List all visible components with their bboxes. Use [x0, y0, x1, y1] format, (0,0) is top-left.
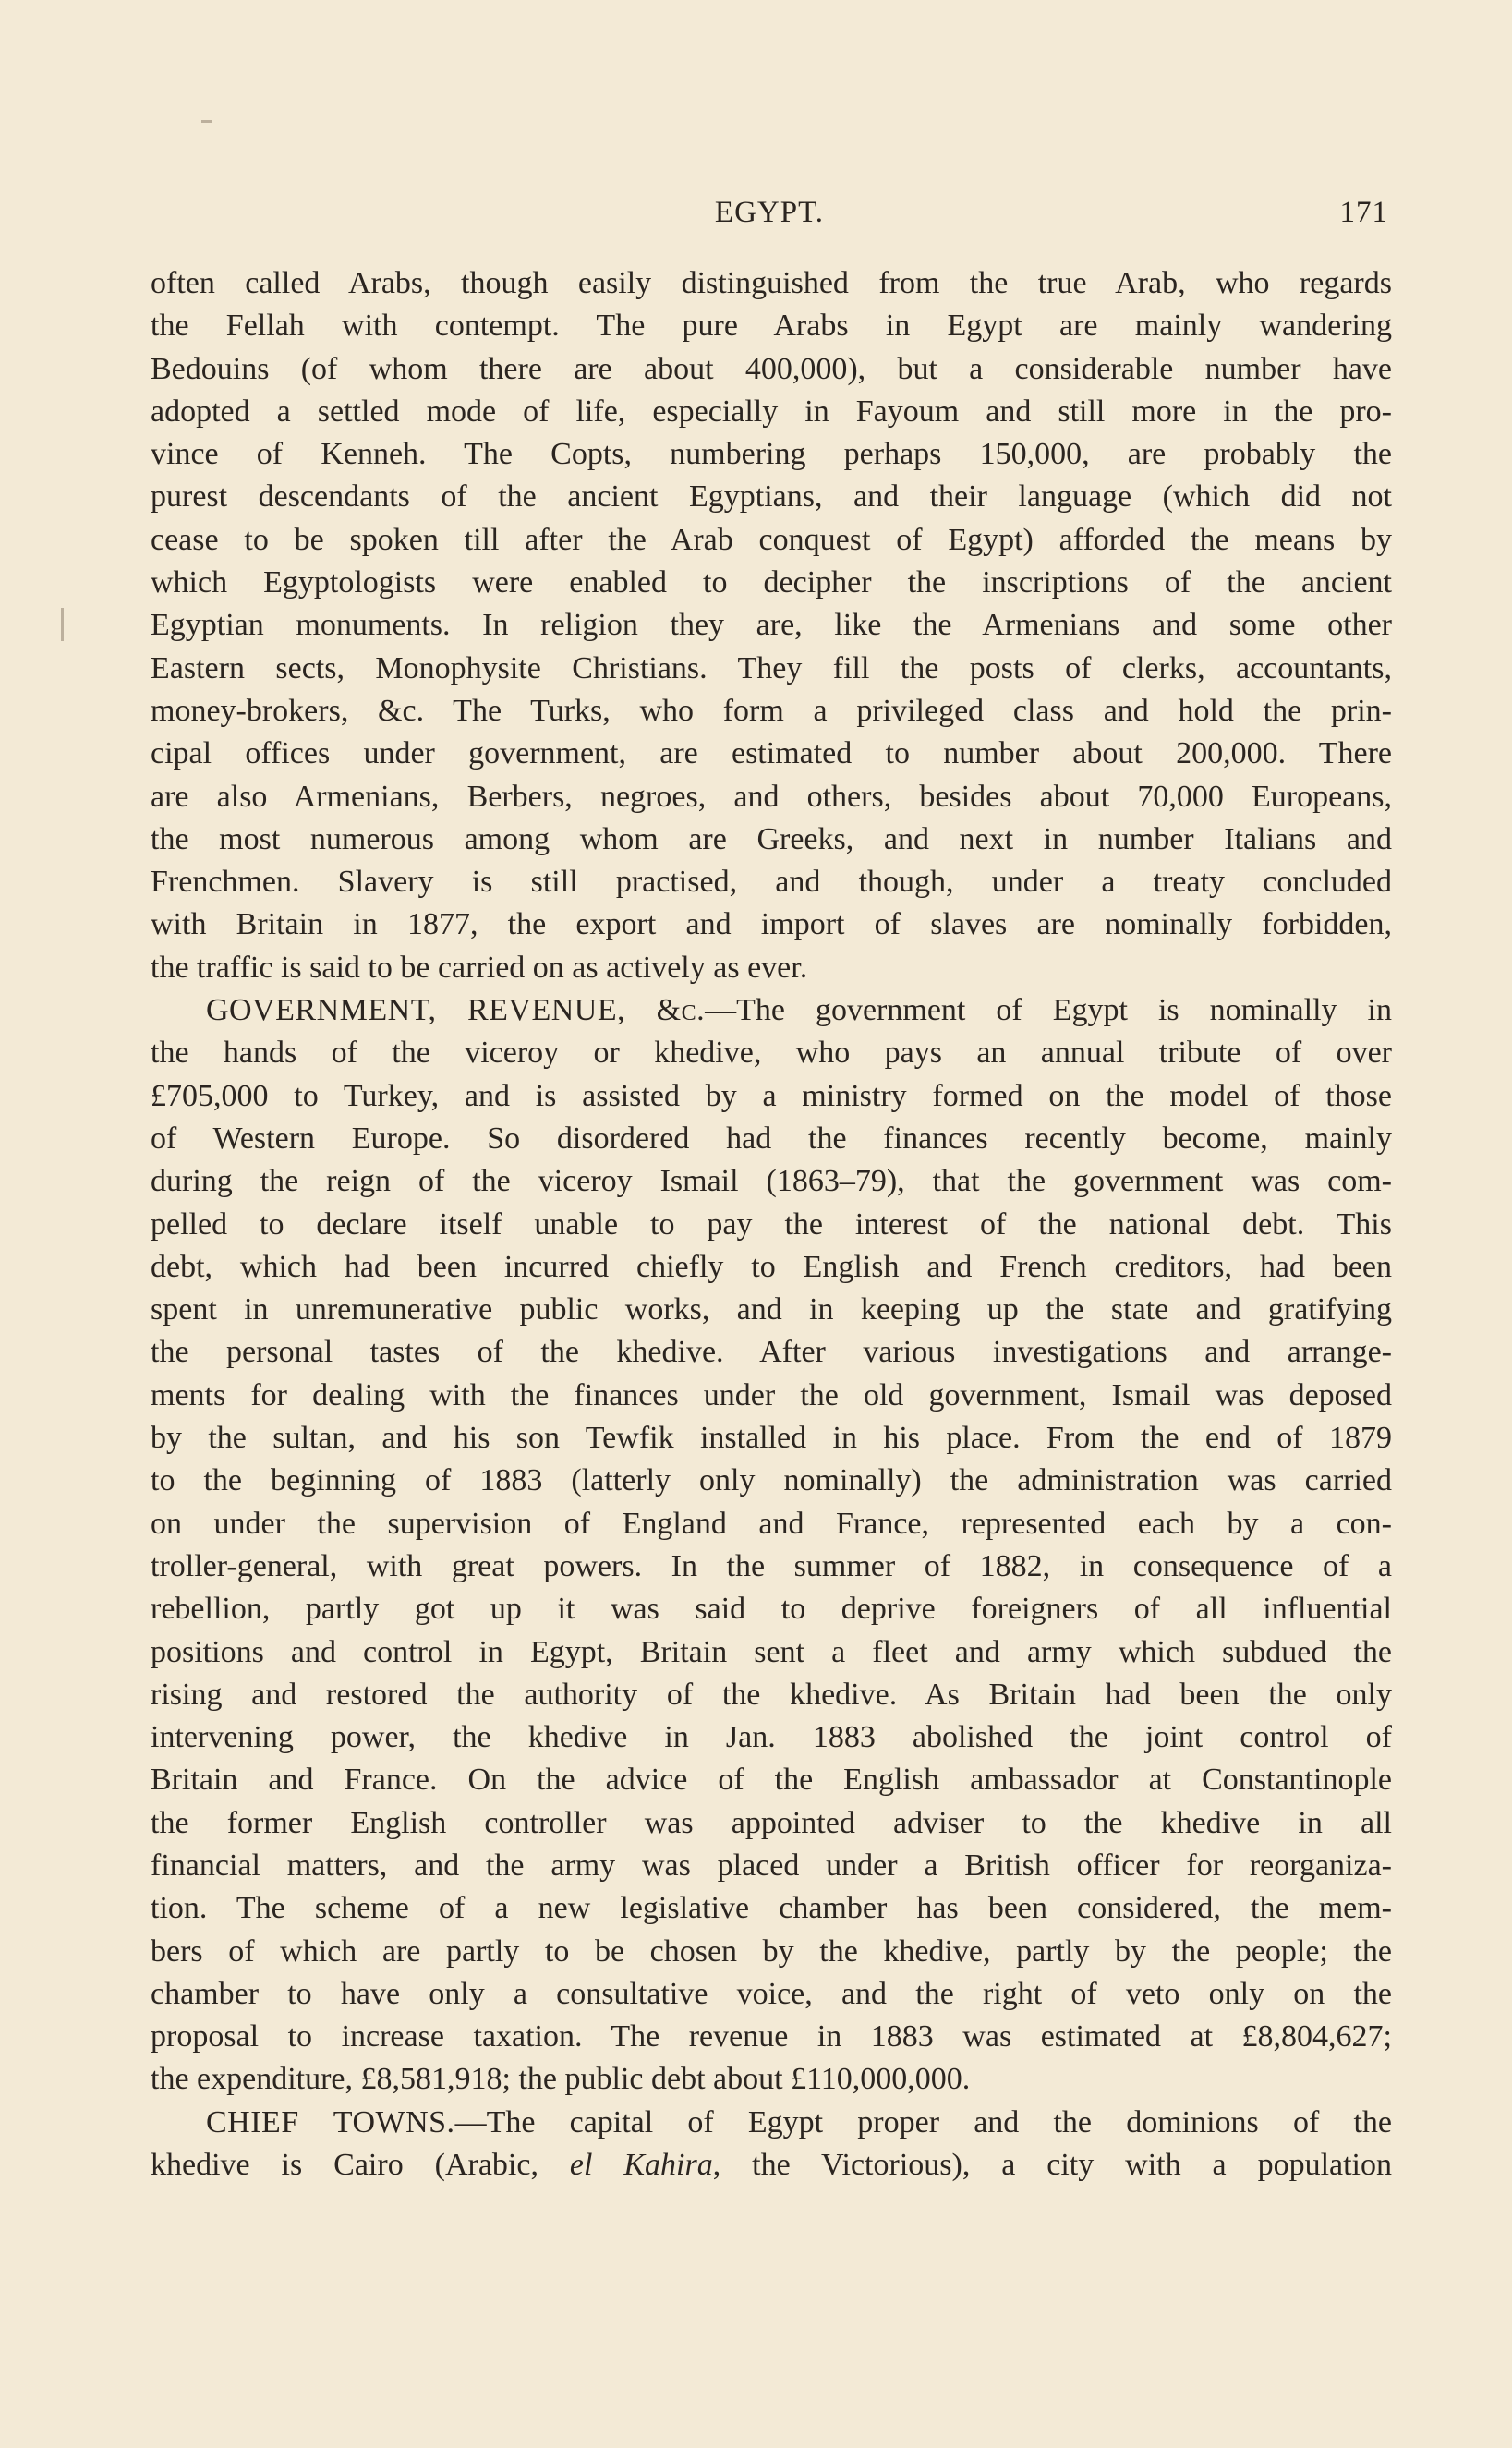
- text-line: chamber to have only a consultative voice, and the right of veto only on the: [151, 1976, 1392, 2011]
- text-line: the personal tastes of the khedive. After various investigations and arrange-: [151, 1335, 1392, 1370]
- text-run: , the Victorious), a city with a population: [712, 2148, 1392, 2183]
- text-line: intervening power, the khedive in Jan. 1883 abolished the joint control of: [151, 1720, 1392, 1755]
- text-line: by the sultan, and his son Tewfik installed in his place. From the end of 1879: [151, 1421, 1392, 1456]
- text-line: to the beginning of 1883 (latterly only nominally) the administration was carried: [151, 1463, 1392, 1498]
- text-line: financial matters, and the army was placed under a British officer for reorganiza-: [151, 1848, 1392, 1883]
- page-header: [151, 196, 1388, 242]
- text-line: cipal offices under government, are estimated to number about 200,000. There: [151, 736, 1392, 771]
- text-line: spent in unremunerative public works, and in keeping up the state and gratifying: [151, 1292, 1392, 1327]
- text-line: with Britain in 1877, the export and import of slaves are nominally forbidden,: [151, 907, 1392, 942]
- text-line: the Fellah with contempt. The pure Arabs in Egypt are mainly wandering: [151, 309, 1392, 344]
- text-line: Eastern sects, Monophysite Christians. They fill the posts of clerks, accountants,: [151, 650, 1392, 685]
- text-run: —The government of Egypt is nominally in: [705, 993, 1392, 1028]
- text-line: [151, 989, 1392, 1032]
- text-line: the expenditure, £8,581,918; the public debt about £110,000,000.: [151, 2062, 971, 2097]
- text-line: Frenchmen. Slavery is still practised, and though, under a treaty concluded: [151, 865, 1392, 900]
- text-line: the most numerous among whom are Greeks, and next in number Italians and: [151, 821, 1392, 856]
- text-line: are also Armenians, Berbers, negroes, and others, besides about 70,000 Europeans,: [151, 779, 1392, 814]
- text-line: Egyptian monuments. In religion they are, like the Armenians and some other: [151, 608, 1392, 643]
- paragraph-population: [151, 262, 1392, 989]
- text-line: proposal to increase taxation. The revenue in 1883 was estimated at £8,804,627;: [151, 2019, 1392, 2054]
- text-line: ments for dealing with the finances under the old government, Ismail was deposed: [151, 1377, 1392, 1412]
- running-head: EGYPT.: [714, 196, 825, 229]
- text-line: cease to be spoken till after the Arab conquest of Egypt) afforded the means by: [151, 522, 1392, 557]
- page-number: 171: [1339, 196, 1388, 229]
- text-line: Britain and France. On the advice of the English ambassador at Constantinople: [151, 1763, 1392, 1798]
- text-line: adopted a settled mode of life, especially in Fayoum and still more in the pro-: [151, 394, 1392, 429]
- text-line: vince of Kenneh. The Copts, numbering perhaps 150,000, are probably the: [151, 437, 1392, 472]
- section-heading: CHIEF TOWNS.: [206, 2104, 455, 2139]
- text-run: —The capital of Egypt proper and the dominions of the: [454, 2104, 1392, 2139]
- text-line: £705,000 to Turkey, and is assisted by a ministry formed on the model of those: [151, 1078, 1392, 1113]
- text-line: which Egyptologists were enabled to decipher the inscriptions of the ancient: [151, 565, 1392, 600]
- text-line: tion. The scheme of a new legislative chamber has been considered, the mem-: [151, 1891, 1392, 1926]
- text-line: bers of which are partly to be chosen by the khedive, partly by the people; the: [151, 1933, 1392, 1969]
- paragraph-chief-towns: [151, 2102, 1392, 2187]
- text-line: rising and restored the authority of the khedive. As Britain had been the only: [151, 1677, 1392, 1712]
- text-line: debt, which had been incurred chiefly to English and French creditors, had been: [151, 1249, 1392, 1284]
- text-line: [151, 2144, 1392, 2187]
- text-line: troller-general, with great powers. In the summer of 1882, in consequence of a: [151, 1548, 1392, 1583]
- text-line: often called Arabs, though easily distinguished from the true Arab, who regards: [151, 266, 1392, 300]
- text-line: Bedouins (of whom there are about 400,000), but a considerable number have: [151, 351, 1392, 386]
- text-line: during the reign of the viceroy Ismail (1863–79), that the government was com-: [151, 1164, 1392, 1199]
- italic-term: el Kahira: [569, 2148, 713, 2183]
- text-run: khedive is Cairo (Arabic,: [151, 2148, 570, 2183]
- text-line: positions and control in Egypt, Britain sent a fleet and army which subdued the: [151, 1634, 1392, 1669]
- page-speck: [61, 608, 64, 641]
- text-line: the hands of the viceroy or khedive, who pays an annual tribute of over: [151, 1036, 1392, 1071]
- text-line: rebellion, partly got up it was said to deprive foreigners of all influential: [151, 1592, 1392, 1627]
- text-line: the former English controller was appointed adviser to the khedive in all: [151, 1805, 1392, 1840]
- section-heading: GOVERNMENT, REVENUE, &c.: [206, 993, 706, 1028]
- paragraph-government: [151, 989, 1392, 2102]
- text-line: pelled to declare itself unable to pay the interest of the national debt. This: [151, 1206, 1392, 1242]
- text-line: on under the supervision of England and France, represented each by a con-: [151, 1506, 1392, 1541]
- text-line: the traffic is said to be carried on as actively as ever.: [151, 950, 808, 985]
- text-line: money-brokers, &c. The Turks, who form a privileged class and hold the prin-: [151, 693, 1392, 728]
- page-speck: [201, 120, 212, 123]
- body-text: [151, 262, 1392, 2187]
- text-line: of Western Europe. So disordered had the finances recently become, mainly: [151, 1121, 1392, 1156]
- text-line: [151, 2102, 1392, 2144]
- text-line: purest descendants of the ancient Egyptians, and their language (which did not: [151, 479, 1392, 515]
